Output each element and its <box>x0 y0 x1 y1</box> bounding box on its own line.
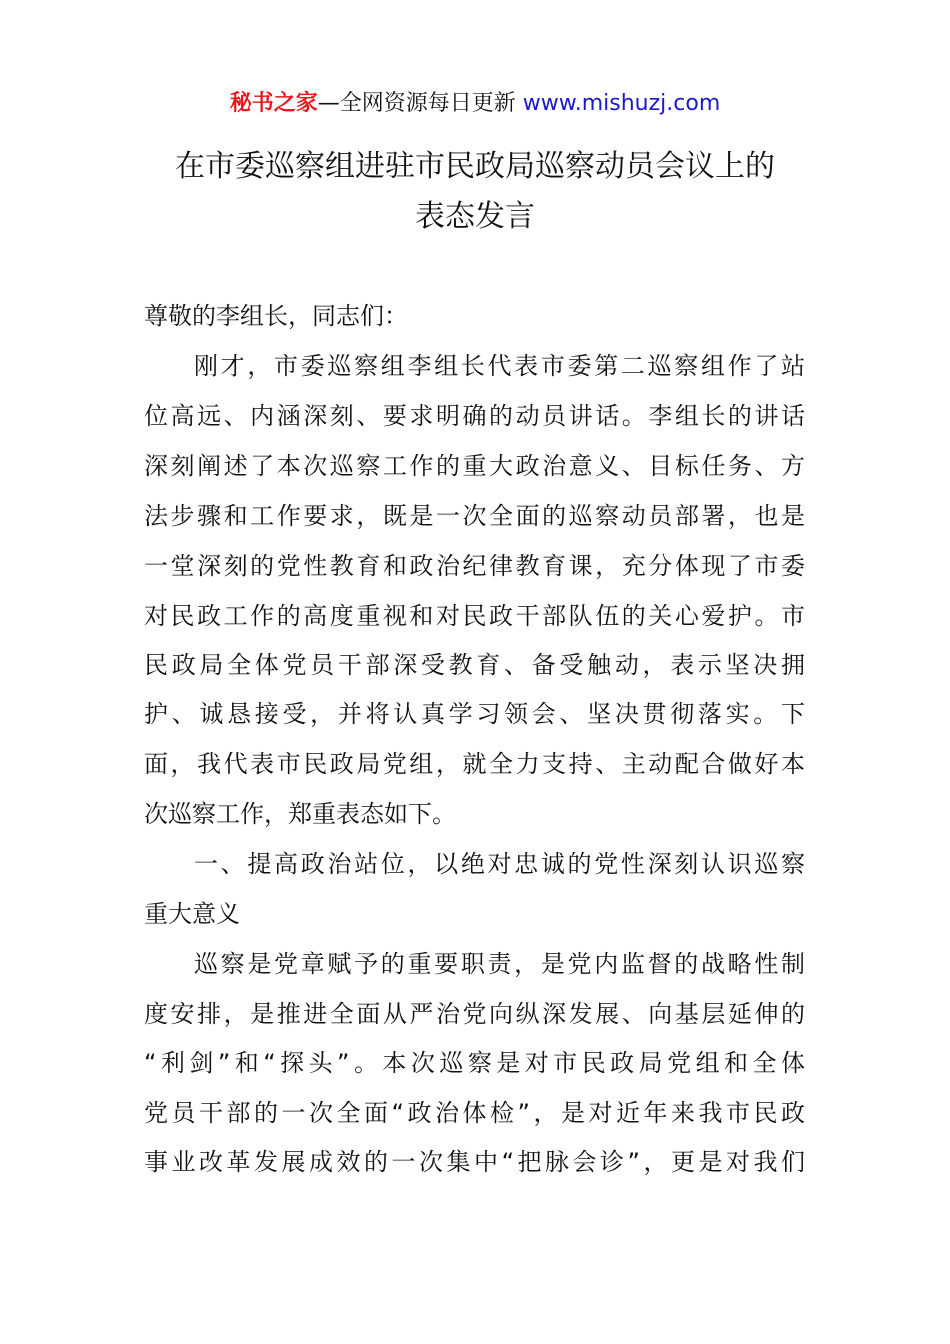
text-line: 法步骤和工作要求，既是一次全面的巡察动员部署，也是 <box>144 502 805 530</box>
text-line: 党员干部的一次全面“政治体检”，是对近年来我市民政 <box>144 1099 805 1127</box>
text-line: 度安排，是推进全面从严治党向纵深发展、向基层延伸的 <box>144 1000 805 1028</box>
site-header <box>0 88 950 120</box>
text-line: 面，我代表市民政局党组，就全力支持、主动配合做好本 <box>144 750 805 778</box>
site-url[interactable]: www.mishuzj.com <box>522 91 721 116</box>
text-line: 一堂深刻的党性教育和政治纪律教育课，充分体现了市委 <box>144 552 805 580</box>
salutation: 尊敬的李组长，同志们： <box>144 302 408 330</box>
text-line: 民政局全体党员干部深受教育、备受触动，表示坚决拥 <box>144 651 805 679</box>
text-line: 对民政工作的高度重视和对民政干部队伍的关心爱护。市 <box>144 602 805 630</box>
text-line: 位高远、内涵深刻、要求明确的动员讲话。李组长的讲话 <box>144 402 805 430</box>
text-line: 刚才，市委巡察组李组长代表市委第二巡察组作了站 <box>194 352 805 380</box>
text-line: 事业改革发展成效的一次集中“把脉会诊”，更是对我们 <box>144 1148 805 1176</box>
text-line: 护、诚恳接受，并将认真学习领会、坚决贯彻落实。下 <box>144 700 805 728</box>
document-title-line-2: 表态发言 <box>415 199 535 234</box>
document-title-line-1: 在市委巡察组进驻市民政局巡察动员会议上的 <box>175 149 775 184</box>
brand-name: 秘书之家 <box>229 91 318 116</box>
text-line: 巡察是党章赋予的重要职责，是党内监督的战略性制 <box>194 950 805 978</box>
text-line: 次巡察工作，郑重表态如下。 <box>144 800 456 828</box>
heading-line: 重大意义 <box>144 900 240 928</box>
heading-line: 一、提高政治站位，以绝对忠诚的党性深刻认识巡察 <box>194 850 805 878</box>
text-line: 深刻阐述了本次巡察工作的重大政治意义、目标任务、方 <box>144 452 805 480</box>
text-line: “利剑”和“探头”。本次巡察是对市民政局党组和全体 <box>144 1049 805 1077</box>
slogan: —全网资源每日更新 <box>317 91 523 116</box>
